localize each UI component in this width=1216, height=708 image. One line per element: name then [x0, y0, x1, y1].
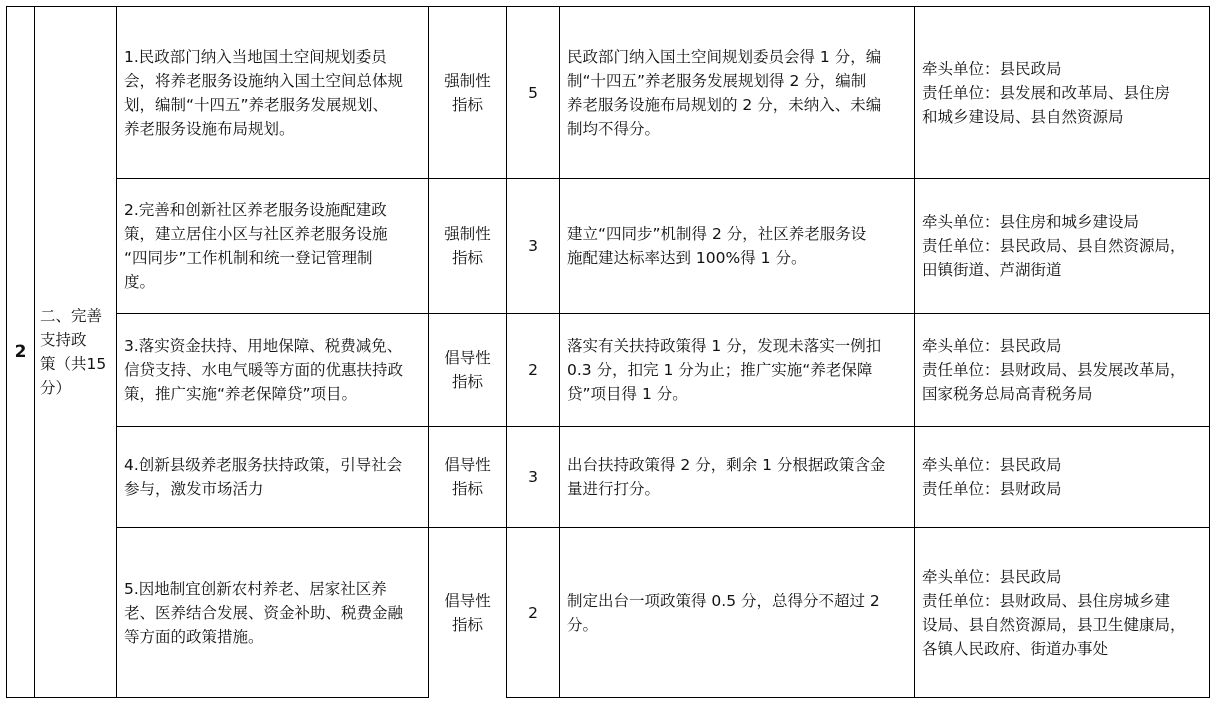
lead-unit: 牵头单位：县民政局 — [922, 337, 1062, 355]
scoring-criteria: 出台扶持政策得 2 分，剩余 1 分根据政策含金 量进行打分。 — [567, 456, 886, 498]
responsible-unit: 责任单位：县财政局 — [922, 480, 1062, 498]
indicator-type: 强制性 指标 — [444, 71, 491, 114]
score-value: 5 — [528, 83, 538, 102]
item-text: 2.完善和创新社区养老服务设施配建政 策，建立居住小区与社区养老服务设施 “四同步”工作机制和统一登记管理制 度。 — [124, 201, 388, 291]
score-value: 3 — [528, 237, 538, 255]
table-border-col6 — [914, 6, 915, 698]
category-label: 二、完善 支持政 策（共15 分） — [40, 307, 107, 397]
item-text: 3.落实资金扶持、用地保障、税费减免、 信贷支持、水电气暖等方面的优惠扶持政 策，推广实施“养老保障贷”项目。 — [124, 337, 404, 403]
responsible-unit: 责任单位：县发展和改革局、县住房 和城乡建设局、县自然资源局 — [922, 83, 1171, 126]
responsible-unit: 责任单位：县财政局、县住房城乡建 设局、县自然资源局，县卫生健康局， 各镇人民政府、街道办事处 — [922, 591, 1186, 658]
score-value: 2 — [528, 603, 538, 622]
responsible-unit: 责任单位：县财政局、县发展改革局， 国家税务总局高青税务局 — [922, 361, 1186, 403]
table-border-bottom-left — [6, 697, 429, 698]
responsible-units — [922, 528, 1208, 697]
lead-unit: 牵头单位：县民政局 — [922, 567, 1062, 586]
scoring-criteria: 建立“四同步”机制得 2 分，社区养老服务设 施配建达标率达到 100%得 1 分。 — [567, 225, 867, 267]
indicator-type: 倡导性 指标 — [444, 349, 491, 391]
table-border-bottom-right — [506, 697, 1210, 698]
scoring-criteria: 民政部门纳入国土空间规划委员会得 1 分，编 制“十四五”养老服务发展规划得 2 分，编制 养老服务设施布局规划的 2 分，未纳入、未编 制均不得分。 — [567, 47, 882, 138]
responsible-units — [922, 179, 1208, 313]
score-value: 2 — [528, 361, 538, 379]
lead-unit: 牵头单位：县民政局 — [922, 456, 1062, 474]
table-border-col2 — [116, 6, 117, 698]
responsible-unit: 责任单位：县民政局、县自然资源局， 田镇街道、芦湖街道 — [922, 237, 1186, 279]
responsible-units — [922, 7, 1208, 178]
item-text: 1.民政部门纳入当地国土空间规划委员 会，将养老服务设施纳入国土空间总体规 划，编制“十四五”养老服务发展规划、 养老服务设施布局规划。 — [124, 47, 404, 138]
item-text: 4.创新县级养老服务扶持政策，引导社会 参与，激发市场活力 — [124, 456, 403, 498]
indicator-type: 倡导性 指标 — [444, 591, 491, 634]
table-border-col5 — [559, 6, 560, 698]
indicator-type: 强制性 指标 — [444, 225, 491, 267]
score-value: 3 — [528, 468, 538, 486]
responsible-units — [922, 427, 1208, 527]
table-border-col1 — [34, 6, 35, 698]
table-border-right — [1209, 6, 1210, 698]
sequence-number: 2 — [14, 342, 27, 362]
lead-unit: 牵头单位：县民政局 — [922, 59, 1062, 78]
indicator-type: 倡导性 指标 — [444, 456, 491, 498]
scoring-criteria: 落实有关扶持政策得 1 分，发现未落实一例扣 0.3 分，扣完 1 分为止；推广实施“养老保障 贷”项目得 1 分。 — [567, 337, 882, 403]
item-text: 5.因地制宜创新农村养老、居家社区养 老、医养结合发展、资金补助、税费金融 等方面的政策措施。 — [124, 579, 404, 646]
lead-unit: 牵头单位：县住房和城乡建设局 — [922, 213, 1140, 231]
responsible-units — [922, 314, 1208, 426]
scoring-criteria: 制定出台一项政策得 0.5 分，总得分不超过 2 分。 — [567, 591, 880, 634]
